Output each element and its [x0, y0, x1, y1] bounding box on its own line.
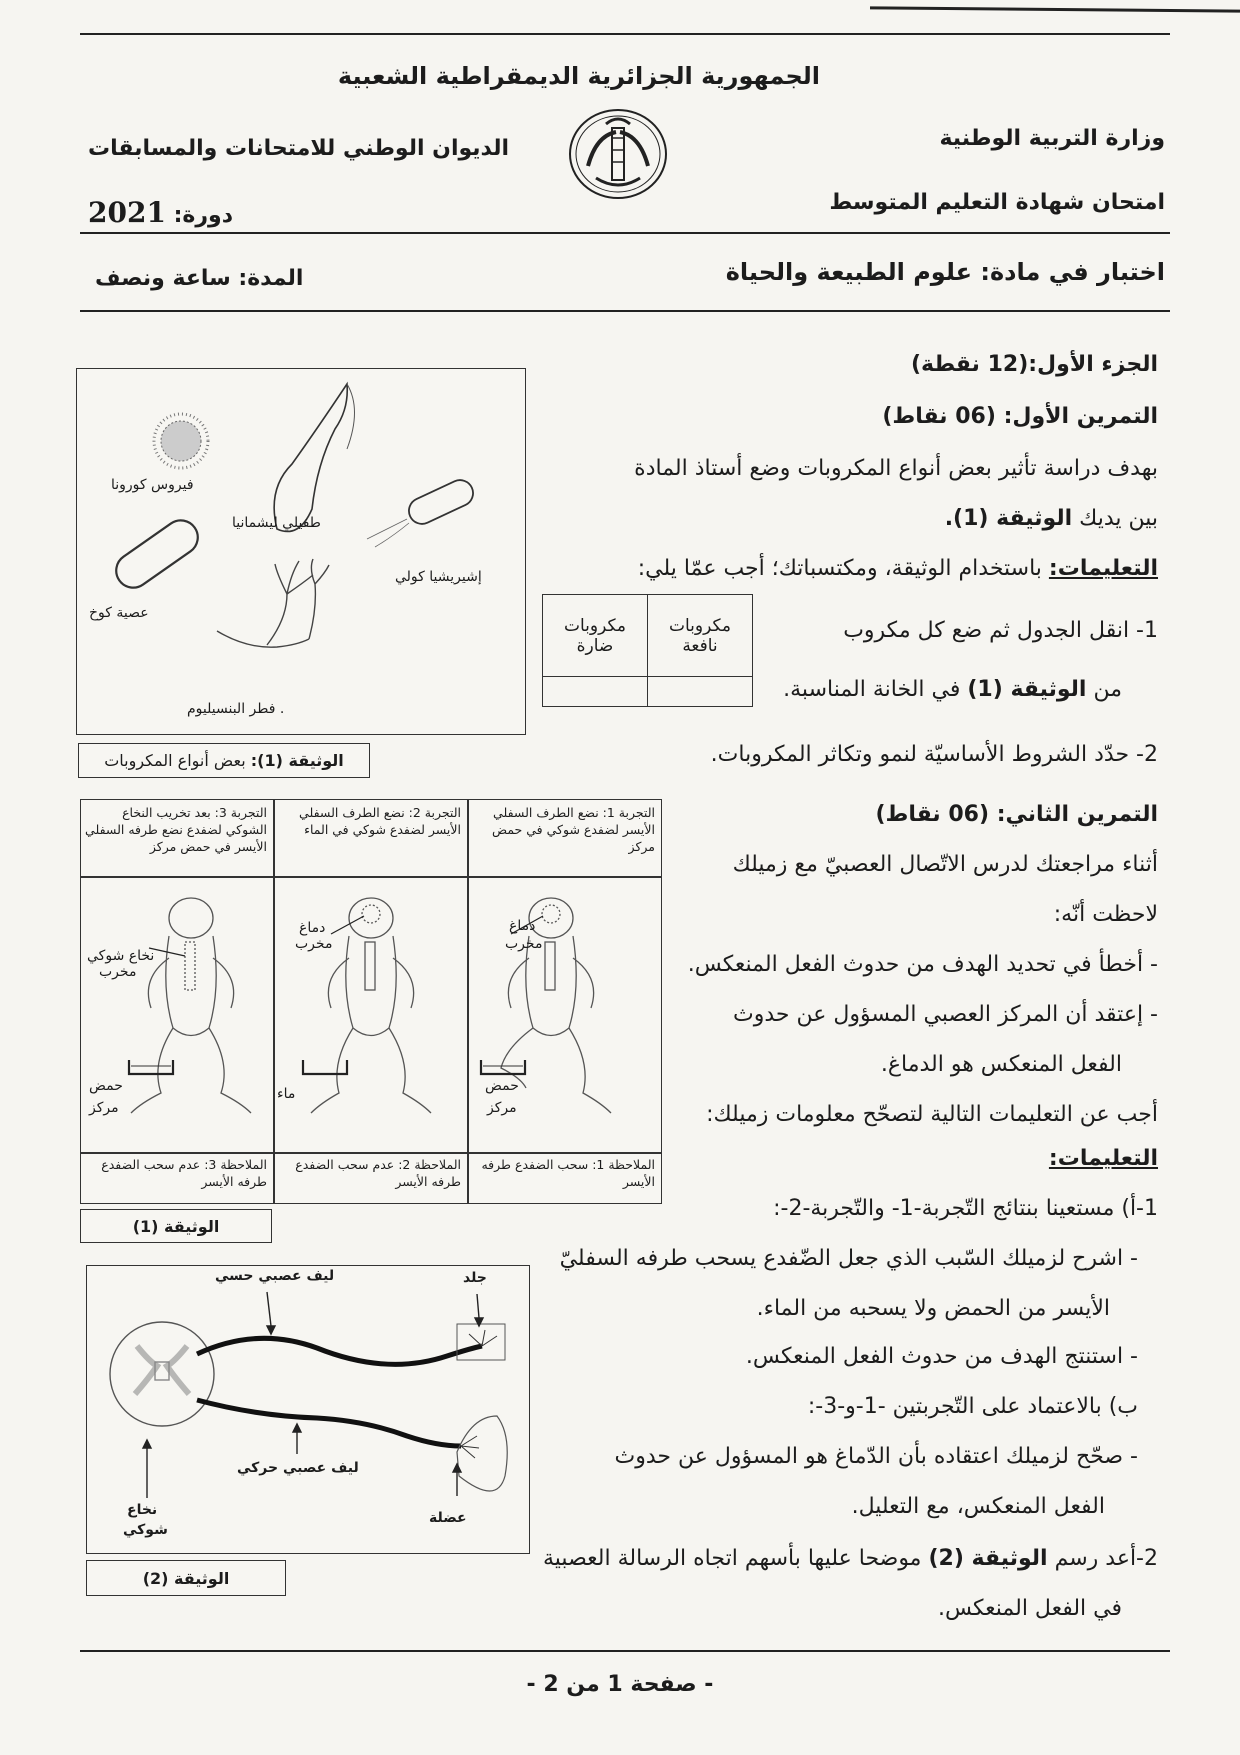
label-brain-destroyed-1b: مخرب: [505, 936, 543, 952]
label-acid-3b: مركز: [89, 1100, 119, 1116]
ex2-q1a-3: - استنتج الهدف من حدوث الفعل المنعكس.: [745, 1344, 1138, 1369]
obs2: الملاحظة 2: عدم سحب الضفدع طرفه الأيسر: [295, 1157, 461, 1189]
table-col2-line2: ضارة: [576, 635, 614, 656]
ex2-q1b-1: - صحّح لزميلك اعتقاده بأن الدّماغ هو المسؤول عن حدوث: [614, 1444, 1138, 1469]
label-cord-1: نخاع: [127, 1502, 158, 1518]
spinal-cord-drawing: [110, 1322, 214, 1426]
penicillium-drawing: [217, 559, 329, 647]
leishmania-drawing: [274, 384, 347, 532]
ex2-line1: أثناء مراجعتك لدرس الاتّصال العصبيّ مع زميلك: [732, 852, 1158, 877]
skin-drawing: [457, 1324, 505, 1360]
ex1-q2: 2- حدّد الشروط الأساسيّة لنمو وتكاثر المكروبات.: [710, 742, 1158, 767]
session-year: 2021: [88, 196, 166, 229]
exp-obs-rule: [81, 1152, 661, 1154]
ex2-q1a: 1-أ) مستعينا بنتائج التّجربة-1- والتّجربة-2-:: [773, 1196, 1158, 1221]
water-container-2: [303, 1060, 347, 1074]
ex1-instructions: [638, 556, 1158, 581]
label-leishmania: طفيلي ليشمانيا: [232, 515, 321, 531]
doc1-caption-bold: الوثيقة (1):: [250, 751, 344, 770]
table-cell-harmful: [543, 677, 648, 707]
label-acid-1b: مركز: [487, 1100, 517, 1116]
doc1-caption: [78, 743, 370, 778]
doc2-caption: الوثيقة (2): [86, 1560, 286, 1596]
label-cord-destroyed-2: مخرب: [99, 964, 137, 980]
table-col1-line1: مكروبات: [669, 615, 731, 636]
ex2-line3: - أخطأ في تحديد الهدف من حدوث الفعل المنعكس.: [687, 952, 1158, 977]
microbes-drawing: [77, 369, 525, 734]
ex2-q2: [543, 1546, 1158, 1571]
frogs-drawing: [81, 878, 661, 1150]
doc1-caption-text: بعض أنواع المكروبات: [104, 751, 246, 770]
ex1-q1-from: من: [1093, 677, 1122, 702]
state-emblem: [566, 106, 670, 202]
ex1-intro-doc-ref: الوثيقة (1).: [944, 506, 1073, 531]
subject-line: اختبار في مادة: علوم الطبيعة والحياة: [725, 258, 1165, 286]
exp1-title: التجربة 1: نضع الطرف السفلي الأيسر لضفدع شوكي في حمض مركز: [492, 805, 655, 854]
footer-rule: [80, 1650, 1170, 1652]
ex2-line5: الفعل المنعكس هو الدماغ.: [880, 1052, 1122, 1077]
label-brain-destroyed-2b: مخرب: [295, 936, 333, 952]
ex2-q2-prefix: 2-أعد رسم: [1054, 1546, 1158, 1571]
ecoli-drawing: [405, 476, 478, 528]
republic-title: الجمهورية الجزائرية الديمقراطية الشعبية: [337, 62, 820, 90]
header-top-rule: [80, 33, 1170, 35]
label-acid-3a: حمض: [89, 1078, 123, 1094]
doc2-reflex-arc-figure: [86, 1265, 530, 1554]
doc1-microbes-figure: [76, 368, 526, 735]
ministry-name: وزارة التربية الوطنية: [939, 126, 1165, 151]
session: [88, 196, 233, 229]
ex2-line2: لاحظت أنّه:: [1053, 902, 1158, 927]
ex2-q1b-2: الفعل المنعكس، مع التعليل.: [851, 1494, 1105, 1519]
duration-line: المدة: ساعة ونصف: [95, 266, 304, 291]
exp3-title: التجربة 3: بعد تخريب النخاع الشوكي لضفدع نضع طرفه السفلي الأيسر في حمض مركز: [85, 805, 267, 854]
part1-title: الجزء الأول:(12 نقطة): [910, 352, 1158, 377]
ex1-q1-rest: في الخانة المناسبة.: [783, 677, 961, 702]
session-label: دورة:: [173, 203, 234, 228]
classification-table: [542, 594, 753, 707]
label-acid-1a: حمض: [485, 1078, 519, 1094]
page-number: - صفحة 1 من 2 -: [526, 1672, 714, 1697]
label-water: ماء: [277, 1086, 296, 1102]
label-koch: عصية كوخ: [89, 605, 149, 621]
label-brain-destroyed-2a: دماغ: [299, 920, 326, 936]
label-motor-fiber: ليف عصبي حركي: [237, 1460, 359, 1476]
koch-bacillus-drawing: [110, 514, 205, 595]
label-cord-destroyed-1: نخاع شوكي: [87, 948, 155, 964]
exp2-title: التجربة 2: نضع الطرف السفلي الأيسر لضفدع شوكي في الماء: [299, 805, 461, 837]
ex2-q1a-2: الأيسر من الحمض ولا يسحبه من الماء.: [756, 1296, 1110, 1321]
ex1-intro-line2: [945, 506, 1158, 531]
ex2-line6: أجب عن التعليمات التالية لتصحّح معلومات زميلك:: [706, 1102, 1158, 1127]
label-ecoli: إشيريشيا كولي: [395, 569, 482, 585]
motor-fiber: [197, 1400, 461, 1446]
experiments-figure: [80, 799, 662, 1204]
table-header-useful: [648, 595, 753, 677]
ex2-instr-label: التعليمات:: [1048, 1146, 1158, 1171]
ex2-line4: - إعتقد أن المركز العصبي المسؤول عن حدوث: [733, 1002, 1158, 1027]
ex2-q2-line2: في الفعل المنعكس.: [937, 1596, 1122, 1621]
ex2-q1a-1: - اشرح لزميلك السّبب الذي جعل الضّفدع يسحب طرفه السفليّ: [559, 1246, 1138, 1271]
sensory-fiber: [197, 1338, 482, 1364]
ex1-intro-prefix: بين يديك: [1079, 506, 1158, 531]
ex1-q1-doc-ref: الوثيقة (1): [967, 677, 1087, 702]
ex1-q1-line1: 1- انقل الجدول ثم ضع كل مكروب: [843, 618, 1158, 643]
top-scan-line: [870, 6, 1240, 12]
experiments-caption: الوثيقة (1): [80, 1209, 272, 1243]
ex2-q2-rest: موضحا عليها بأسهم اتجاه الرسالة العصبية: [543, 1546, 922, 1571]
label-cord-2: شوكي: [123, 1522, 168, 1538]
label-brain-destroyed-1a: دماغ: [509, 918, 536, 934]
table-header-harmful: [543, 595, 648, 677]
header-rule-1: [80, 232, 1170, 234]
ex1-title: التمرين الأول: (06 نقاط): [882, 404, 1158, 429]
obs3: الملاحظة 3: عدم سحب الضفدع طرفه الأيسر: [101, 1157, 267, 1189]
ex1-q1-line2: [783, 677, 1122, 702]
ex2-title: التمرين الثاني: (06 نقاط): [875, 802, 1158, 827]
office-name: الديوان الوطني للامتحانات والمسابقات: [88, 136, 510, 161]
table-col1-line2: نافعة: [682, 635, 718, 656]
ex1-instr-text: باستخدام الوثيقة، ومكتسباتك؛ أجب عمّا يلي:: [637, 556, 1042, 581]
obs1: الملاحظة 1: سحب الضفدع طرفه الأيسر: [481, 1157, 655, 1189]
acid-container-3: [129, 1060, 173, 1074]
label-corona: فيروس كورونا: [111, 477, 194, 493]
exam-name: امتحان شهادة التعليم المتوسط: [829, 190, 1165, 215]
header-rule-2: [80, 310, 1170, 312]
frog-2: [311, 898, 431, 1113]
label-penicillium: . فطر البنسيليوم: [187, 701, 285, 717]
frog-3: [131, 898, 251, 1113]
ex2-q2-doc-ref: الوثيقة (2): [928, 1546, 1048, 1571]
label-skin: جلد: [463, 1270, 487, 1286]
table-cell-useful: [648, 677, 753, 707]
ex1-intro-line1: بهدف دراسة تأثير بعض أنواع المكروبات وضع أستاذ المادة: [634, 456, 1158, 481]
ex2-q1b: ب) بالاعتماد على التّجربتين -1-و-3-:: [807, 1394, 1138, 1419]
label-muscle: عضلة: [429, 1510, 467, 1526]
muscle-drawing: [457, 1416, 507, 1491]
corona-virus-drawing: [154, 414, 208, 468]
ex1-instr-label: التعليمات:: [1048, 556, 1158, 581]
table-col2-line1: مكروبات: [564, 615, 626, 636]
label-sensory-fiber: ليف عصبي حسي: [215, 1268, 335, 1284]
